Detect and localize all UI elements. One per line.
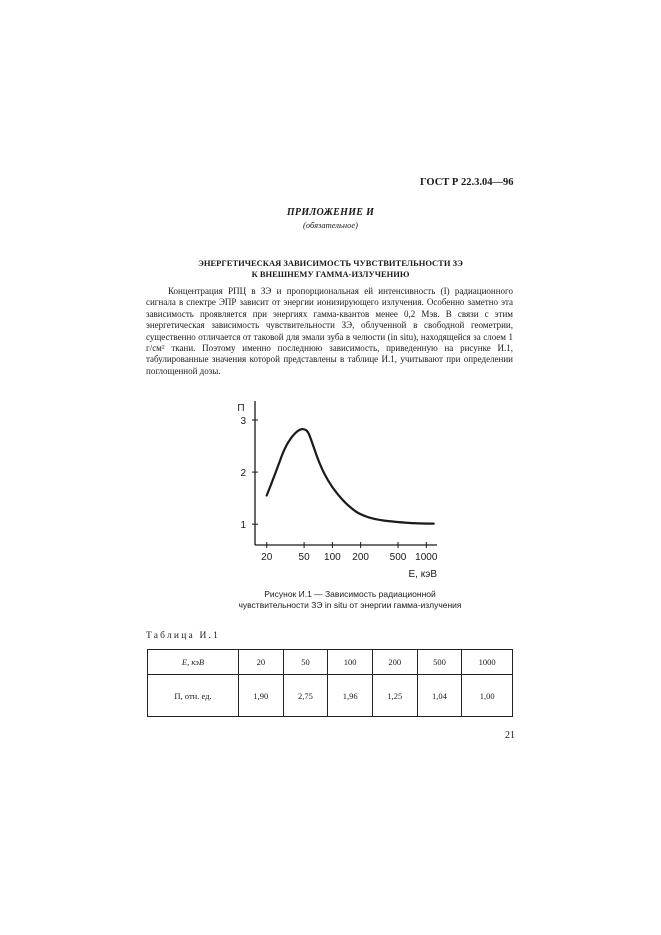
chart-y-tick-label: 3	[240, 416, 246, 428]
document-code: ГОСТ Р 22.3.04—96	[420, 177, 514, 188]
section-title-line2: К ВНЕШНЕМУ ГАММА-ИЗЛУЧЕНИЮ	[251, 269, 410, 279]
table-header-cell: 500	[417, 650, 462, 675]
table-header-label: E, кэВ	[148, 650, 239, 675]
table-header-row	[148, 650, 513, 675]
table-header-cell: 1000	[462, 650, 513, 675]
table-row-label: П, отн. ед.	[148, 675, 239, 717]
table-header-cell: 100	[328, 650, 373, 675]
chart-series-line	[267, 429, 434, 524]
appendix-title: ПРИЛОЖЕНИЕ И	[286, 207, 375, 218]
chart-y-tick-label: 1	[240, 520, 246, 532]
page-number: 21	[505, 730, 515, 741]
chart-x-axis-label: E, кэВ	[408, 569, 437, 580]
chart-y-axis-label: П	[237, 403, 245, 414]
chart-x-tick-label: 500	[389, 552, 407, 563]
chart-x-tick-label: 200	[352, 552, 369, 563]
table-cell: 1,25	[372, 675, 417, 717]
table-cell: 1,90	[239, 675, 284, 717]
chart-x-tick-label: 100	[324, 552, 341, 563]
section-title-line1: ЭНЕРГЕТИЧЕСКАЯ ЗАВИСИМОСТЬ ЧУВСТВИТЕЛЬНОСТИ ЗЭ	[198, 258, 463, 268]
data-table	[147, 649, 513, 717]
appendix-subtitle: (обязательное)	[303, 220, 358, 230]
table-cell: 2,75	[283, 675, 328, 717]
table-cell: 1,00	[462, 675, 513, 717]
chart-y-tick-label: 2	[240, 468, 246, 480]
table-header-cell: 50	[283, 650, 328, 675]
table-data-row	[148, 675, 513, 717]
chart-x-tick-label: 1000	[415, 552, 438, 563]
figure-caption: Рисунок И.1 — Зависимость радиационной чувствительности ЗЭ in situ от энергии гамма-излучения	[238, 589, 462, 610]
chart-x-tick-label: 20	[261, 552, 273, 563]
table-cell: 1,04	[417, 675, 462, 717]
energy-dependence-chart	[225, 393, 455, 583]
table-cell: 1,96	[328, 675, 373, 717]
section-title	[0, 258, 661, 280]
chart-x-tick-label: 50	[298, 552, 310, 563]
table-header-cell: 200	[372, 650, 417, 675]
table-header-cell: 20	[239, 650, 284, 675]
table-label: Таблица И.1	[146, 631, 221, 641]
body-paragraph: Концентрация РПЦ в ЗЭ и пропорциональная ей интенсивность (I) радиационного сигнала в спектре ЭПР зависит от энергии ионизирующего излучения. Особенно заметно эта зависимость проявляется при энергиях гамма-квантов менее 0,2 Мэв. В связи с этим энергетическая зависимость чувствительности ЗЭ, облученной в свободной геометрии, существенно отличается от таковой для эмали зуба в челюсти (in situ), находящейся за слоем 1 г/см² ткани. Поэтому именно последнюю зависимость, приведенную на рисунке И.1, табулированные значения которой представлены в таблице И.1, учитывают при определении поглощенной дозы.	[146, 286, 513, 376]
